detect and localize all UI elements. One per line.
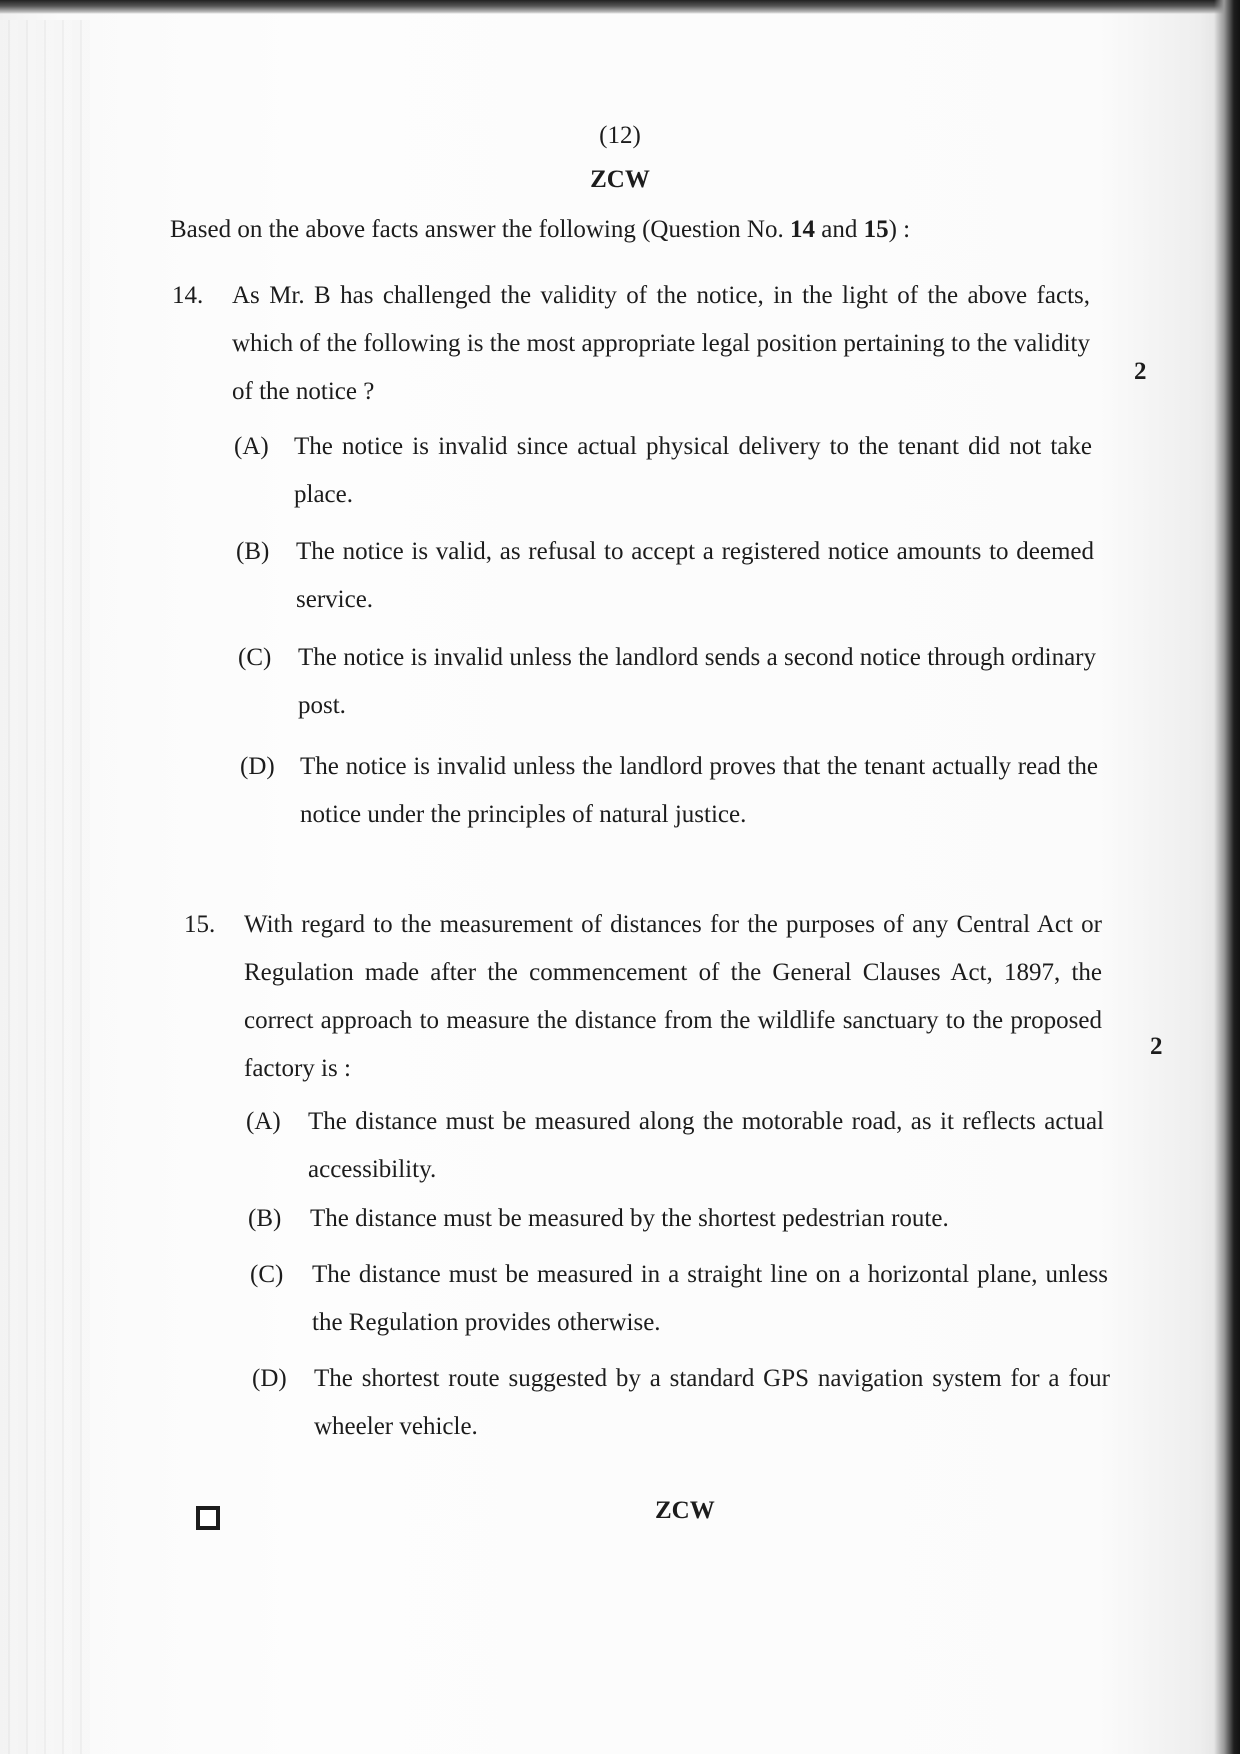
intro-mid: and [814, 216, 864, 243]
question-14-option-a-text: The notice is invalid since actual physical delivery to the tenant did not take place. [294, 433, 1092, 508]
question-14-option-c-label: (C) [238, 644, 272, 671]
question-14-option-c-text: The notice is invalid unless the landlord sends a second notice through ordinary post. [298, 644, 1096, 719]
question-15-number: 15. [184, 911, 216, 938]
intro-suffix: ) : [888, 216, 911, 243]
question-15-option-d-text: The shortest route suggested by a standard GPS navigation system for a four wheeler vehicle. [314, 1365, 1110, 1440]
question-14-number: 14. [172, 282, 204, 309]
question-15-option-b-text: The distance must be measured by the shortest pedestrian route. [310, 1205, 949, 1232]
question-15-option-b-label: (B) [248, 1205, 282, 1232]
question-15-option-c-label: (C) [250, 1261, 284, 1288]
question-15-marks: 2 [1150, 1033, 1163, 1060]
question-14-option-b-label: (B) [236, 538, 270, 565]
question-15-option-c-text: The distance must be measured in a straight line on a horizontal plane, unless the Regulation provides otherwise. [312, 1261, 1108, 1336]
question-14-option-d-text: The notice is invalid unless the landlord proves that the tenant actually read the notice under the principles of natural justice. [300, 753, 1098, 828]
question-14-option-b-text: The notice is valid, as refusal to accept a registered notice amounts to deemed service. [296, 538, 1094, 613]
question-15-text: With regard to the measurement of distances for the purposes of any Central Act or Regulation made after the commencement of the General Clauses Act, 1897, the correct approach to measure the distance from the wildlife sanctuary to the proposed factory is : [244, 911, 1102, 1082]
page-number: (12) [599, 122, 641, 149]
footer-square-mark [196, 1506, 220, 1530]
question-14-option-d-label: (D) [240, 753, 275, 780]
question-15-option-a-label: (A) [246, 1108, 281, 1135]
intro-question-14: 14 [789, 216, 815, 243]
question-14-text: As Mr. B has challenged the validity of the notice, in the light of the above facts, which of the following is the most appropriate legal position pertaining to the validity of the notice ? [232, 282, 1090, 405]
question-14-marks: 2 [1134, 358, 1147, 385]
question-15-option-a-text: The distance must be measured along the motorable road, as it reflects actual accessibility. [308, 1108, 1104, 1183]
intro-question-15: 15 [863, 216, 889, 243]
scan-right-edge [1214, 0, 1240, 1754]
scan-left-edge [0, 20, 90, 1754]
footer-code: ZCW [655, 1497, 715, 1524]
question-15-option-d-label: (D) [252, 1365, 287, 1392]
question-14-option-a-label: (A) [234, 433, 269, 460]
scan-top-edge [0, 0, 1240, 14]
header-code: ZCW [590, 166, 650, 193]
intro-prefix: Based on the above facts answer the following (Question No. [170, 216, 790, 243]
intro-line [170, 215, 910, 245]
